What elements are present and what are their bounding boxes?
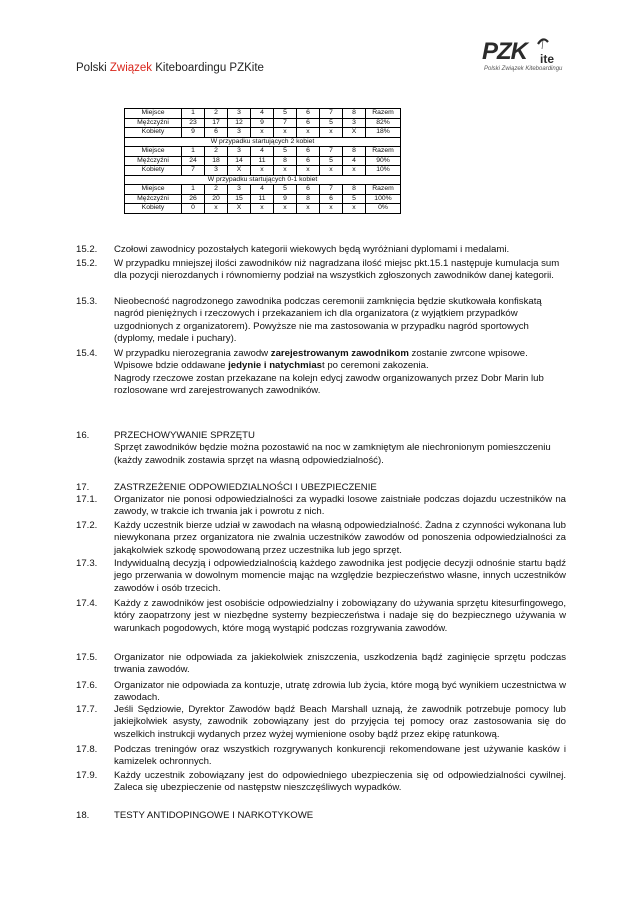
section-text: Nieobecność nagrodzonego zawodnika podczas ceremonii zamknięcia będzie skutkowała konfiskatą nagród pieniężnych i rzeczowych i przekazaniem ich dla organizatora (z wyjątkiem przypadków uzgodnionych z organizatorem). Powyższe nie ma zastosowania w przypadku nagród sportowych (dyplomy, medale i puchary). bbox=[114, 296, 542, 345]
section-number: 18. bbox=[76, 810, 90, 821]
table-cell: 1 bbox=[182, 109, 205, 119]
pzkite-logo bbox=[482, 38, 564, 82]
text-run: W przypadku nierozegrania zawodw bbox=[114, 348, 271, 359]
table-subtitle: W przypadku startujących 2 kobiet bbox=[125, 137, 401, 147]
kite-icon bbox=[536, 36, 550, 50]
table-cell: x bbox=[205, 204, 228, 214]
row-header: Miejsce bbox=[125, 185, 182, 195]
section-heading: TESTY ANTIDOPINGOWE I NARKOTYKOWE bbox=[114, 810, 314, 821]
table-cell: 5 bbox=[274, 109, 297, 119]
table-cell: 5 bbox=[274, 185, 297, 195]
table-cell: 26 bbox=[182, 194, 205, 204]
table-cell: 24 bbox=[182, 156, 205, 166]
section-text: Organizator nie ponosi odpowiedzialności za wypadki losowe zaistniałe podczas dojazdu uczestników na zawody, w trakcie ich trwania jak i powrotu z nich. bbox=[114, 494, 566, 518]
table-row-men bbox=[125, 194, 401, 204]
table-cell: 15 bbox=[228, 194, 251, 204]
section-text: Czołowi zawodnicy pozostałych kategorii wiekowych będą wyróżniani dyplomami i medalami. bbox=[114, 244, 510, 255]
table-cell: 7 bbox=[320, 147, 343, 157]
table-cell: 3 bbox=[205, 166, 228, 176]
refund-timing-paragraph bbox=[114, 360, 566, 372]
table-cell: x bbox=[297, 166, 320, 176]
table-subtitle-row bbox=[125, 175, 401, 185]
table-cell: 7 bbox=[320, 185, 343, 195]
table-cell: 6 bbox=[205, 128, 228, 138]
section-text: Organizator nie odpowiada za kontuzje, utratę zdrowia lub życia, które mogą być wynikiem uczestnictwa w zawodach. bbox=[114, 680, 566, 704]
table-cell: 18 bbox=[205, 156, 228, 166]
table-cell: 6 bbox=[320, 194, 343, 204]
table-subtitle-row bbox=[125, 137, 401, 147]
table-cell: 82% bbox=[366, 118, 401, 128]
table-cell: 6 bbox=[297, 147, 320, 157]
table-cell: 3 bbox=[228, 185, 251, 195]
table-cell: 7 bbox=[274, 118, 297, 128]
table-cell: 0% bbox=[366, 204, 401, 214]
table-cell: 1 bbox=[182, 147, 205, 157]
table-cell: 1 bbox=[182, 185, 205, 195]
table-cell: 12 bbox=[228, 118, 251, 128]
table-cell: 5 bbox=[320, 118, 343, 128]
section-text: Każdy z zawodników jest osobiście odpowiedzialny i zobowiązany do używania sprzętu kitesurfingowego, który zaopatrzony jest w niezbędne systemy bezpieczeństwa i nadaje się do bezpiecznego używania w warunkach pogodowych, które mogą wystąpić podczas rozgrywania zawodów. bbox=[114, 598, 566, 634]
table-cell: 8 bbox=[297, 194, 320, 204]
table-cell: 23 bbox=[182, 118, 205, 128]
section-number: 15.3. bbox=[76, 296, 98, 307]
text-run: zostanie zwrcone wpisowe. bbox=[408, 348, 528, 359]
table-cell: 10% bbox=[366, 166, 401, 176]
table-cell: Razem bbox=[366, 147, 401, 157]
table-cell: x bbox=[274, 128, 297, 138]
table-cell: 0 bbox=[182, 204, 205, 214]
section-17-5 bbox=[76, 652, 566, 677]
table-cell: x bbox=[343, 166, 366, 176]
section-17-3 bbox=[76, 558, 566, 595]
logo-subtitle: Polski Związek Kiteboardingu bbox=[484, 66, 563, 72]
section-text: Sprzęt zawodników będzie można pozostawić na noc w zamkniętym ale niechronionym pomieszczeniu (każdy zawodnik zostawia sprzęt na własną odpowiedzialność). bbox=[114, 442, 551, 466]
row-header: Mężczyźni bbox=[125, 118, 182, 128]
table-row-women bbox=[125, 166, 401, 176]
section-17-9 bbox=[76, 770, 566, 795]
org-title-post: Kiteboardingu PZKite bbox=[152, 62, 264, 74]
section-number: 17.4. bbox=[76, 598, 98, 609]
logo-ite-text: ite bbox=[540, 52, 555, 66]
row-header: Mężczyźni bbox=[125, 194, 182, 204]
org-title-pre: Polski bbox=[76, 62, 110, 74]
section-text: Każdy uczestnik bierze udział w zawodach na własną odpowiedzialność. Żadna z czynności wykonana lub niewykonana przez organizatora nie zwalnia uczestników zawodów od ponoszenia odpowiedzialności za jakąkolwiek szkodę spowodowaną przez uczestnika lub jego sprzęt. bbox=[114, 520, 566, 556]
bold-text-run: zarejestrowanym zawodnikom bbox=[270, 348, 409, 359]
organization-title bbox=[76, 62, 264, 74]
section-number: 17.6. bbox=[76, 680, 98, 691]
section-heading: ZASTRZEŻENIE ODPOWIEDZIALNOŚCI I UBEZPIECZENIE bbox=[114, 482, 377, 493]
table-row-places bbox=[125, 109, 401, 119]
table-row-men bbox=[125, 118, 401, 128]
table-cell: x bbox=[297, 204, 320, 214]
table-cell: x bbox=[343, 204, 366, 214]
section-17 bbox=[76, 482, 566, 494]
section-number: 17. bbox=[76, 482, 90, 493]
table-cell: 8 bbox=[343, 185, 366, 195]
table-cell: x bbox=[251, 166, 274, 176]
table-cell: x bbox=[320, 204, 343, 214]
section-number: 15.4. bbox=[76, 348, 98, 359]
prize-distribution-table bbox=[124, 108, 401, 214]
section-number: 17.3. bbox=[76, 558, 98, 569]
table-cell: 7 bbox=[320, 109, 343, 119]
table-cell: 6 bbox=[297, 109, 320, 119]
section-17-8 bbox=[76, 744, 566, 769]
section-number: 17.5. bbox=[76, 652, 98, 663]
row-header: Kobiety bbox=[125, 204, 182, 214]
table-cell: 3 bbox=[228, 147, 251, 157]
table-cell: X bbox=[228, 166, 251, 176]
section-15-4 bbox=[76, 348, 566, 398]
section-text: Jeśli Sędziowie, Dyrektor Zawodów bądź Beach Marshall uznają, że zawodnik potrzebuje pomocy lub jakiejkolwiek asysty, zawodnik zobowiązany jest do przyjęcia tej pomocy oraz zastosowania się do wszelkich instrukcji wydanych przez wyżej wymienione osoby bądź przez ekipę ratunkową. bbox=[114, 704, 566, 740]
table-cell: 20 bbox=[205, 194, 228, 204]
table-cell: 11 bbox=[251, 156, 274, 166]
table-cell: 4 bbox=[251, 147, 274, 157]
table-cell: x bbox=[297, 128, 320, 138]
table-row-men bbox=[125, 156, 401, 166]
section-17-2 bbox=[76, 520, 566, 557]
table-cell: 7 bbox=[182, 166, 205, 176]
table-cell: 14 bbox=[228, 156, 251, 166]
section-15-2b bbox=[76, 258, 566, 283]
section-17-1 bbox=[76, 494, 566, 519]
section-text: W przypadku mniejszej ilości zawodników niż nagradzana ilość miejsc pkt.15.1 następuje kumulacja sum dla pozycji nierozdanych i równomierny podział na wszystkich zgłoszonych zawodników danej kategorii. bbox=[114, 258, 560, 282]
row-header: Kobiety bbox=[125, 166, 182, 176]
table-cell: 6 bbox=[297, 156, 320, 166]
table-subtitle: W przypadku startujących 0-1 kobiet bbox=[125, 175, 401, 185]
table-cell: x bbox=[320, 166, 343, 176]
table-cell: 100% bbox=[366, 194, 401, 204]
table-cell: 11 bbox=[251, 194, 274, 204]
table-cell: X bbox=[343, 128, 366, 138]
table-cell: 3 bbox=[343, 118, 366, 128]
table-cell: 4 bbox=[343, 156, 366, 166]
table-cell: 9 bbox=[274, 194, 297, 204]
row-header: Miejsce bbox=[125, 109, 182, 119]
logo-main-text: PZK bbox=[482, 38, 527, 65]
table-cell: 8 bbox=[343, 109, 366, 119]
table-cell: 2 bbox=[205, 185, 228, 195]
section-heading: PRZECHOWYWANIE SPRZĘTU bbox=[114, 430, 255, 441]
section-number: 17.2. bbox=[76, 520, 98, 531]
section-number: 16. bbox=[76, 430, 90, 441]
section-number: 15.2. bbox=[76, 244, 98, 255]
table-cell: 2 bbox=[205, 147, 228, 157]
section-number: 17.9. bbox=[76, 770, 98, 781]
section-17-6 bbox=[76, 680, 566, 705]
section-15-2a bbox=[76, 244, 566, 256]
section-text: Każdy uczestnik zobowiązany jest do odpowiedniego ubezpieczenia się od odpowiedzialności cywilnej. Zaleca się ubezpieczenie od następstw nieszczęśliwych wypadków. bbox=[114, 770, 566, 794]
table-cell: 9 bbox=[251, 118, 274, 128]
section-number: 17.1. bbox=[76, 494, 98, 505]
section-17-7 bbox=[76, 704, 566, 741]
table-cell: 3 bbox=[228, 128, 251, 138]
section-number: 17.7. bbox=[76, 704, 98, 715]
refund-paragraph bbox=[114, 348, 566, 360]
section-17-4 bbox=[76, 598, 566, 635]
table-cell: 17 bbox=[205, 118, 228, 128]
section-18 bbox=[76, 810, 566, 822]
section-16 bbox=[76, 430, 566, 467]
table-cell: 3 bbox=[228, 109, 251, 119]
table-cell: Razem bbox=[366, 109, 401, 119]
table-row-places bbox=[125, 185, 401, 195]
org-title-highlight: Związek bbox=[109, 62, 153, 74]
section-text: Indywidualną decyzją i odpowiedzialnością każdego zawodnika jest podjęcie decyzji odnośnie startu bądź jego przerwania w dowolnym momencie mając na względzie bezpieczeństwo własne, innych uczestników zawodów i osób trzecich. bbox=[114, 558, 566, 594]
table-cell: x bbox=[251, 128, 274, 138]
table-cell: 18% bbox=[366, 128, 401, 138]
section-text: Podczas treningów oraz wszystkich rozgrywanych konkurencji rekomendowane jest używanie kasków i kamizelek ochronnych. bbox=[114, 744, 566, 768]
prizes-paragraph: Nagrody rzeczowe zostan przekazane na kolejn edycj zawodw organizowanych przez Dobr Marin lub rozlosowane wrd zarejestrowanych zawodników. bbox=[114, 372, 544, 397]
table-cell: x bbox=[274, 204, 297, 214]
section-number: 15.2. bbox=[76, 258, 98, 269]
bold-text-run: jedynie i natychmias bbox=[228, 360, 322, 372]
table-cell: x bbox=[274, 166, 297, 176]
table-cell: 8 bbox=[274, 156, 297, 166]
table-cell: 4 bbox=[251, 185, 274, 195]
section-text: Organizator nie odpowiada za jakiekolwiek zniszczenia, uszkodzenia bądź zaginięcie sprzętu podczas trwania zawodów. bbox=[114, 652, 566, 676]
row-header: Mężczyźni bbox=[125, 156, 182, 166]
table-row-places bbox=[125, 147, 401, 157]
row-header: Miejsce bbox=[125, 147, 182, 157]
table-cell: 4 bbox=[251, 109, 274, 119]
table-cell: 8 bbox=[343, 147, 366, 157]
table-cell: x bbox=[251, 204, 274, 214]
table-cell: 5 bbox=[343, 194, 366, 204]
table-row-women bbox=[125, 204, 401, 214]
table-cell: 90% bbox=[366, 156, 401, 166]
table-cell: 5 bbox=[320, 156, 343, 166]
table-cell: X bbox=[228, 204, 251, 214]
text-run: t po ceremoni zakozenia. bbox=[321, 360, 429, 372]
table-row-women bbox=[125, 128, 401, 138]
table-cell: Razem bbox=[366, 185, 401, 195]
table-cell: 9 bbox=[182, 128, 205, 138]
table-cell: 5 bbox=[274, 147, 297, 157]
row-header: Kobiety bbox=[125, 128, 182, 138]
table-cell: 6 bbox=[297, 118, 320, 128]
section-number: 17.8. bbox=[76, 744, 98, 755]
table-cell: 2 bbox=[205, 109, 228, 119]
table-cell: 6 bbox=[297, 185, 320, 195]
section-15-3 bbox=[76, 296, 566, 346]
text-run: Wpisowe bdzie oddawane bbox=[114, 360, 229, 372]
table-cell: x bbox=[320, 128, 343, 138]
section-text bbox=[114, 348, 566, 398]
